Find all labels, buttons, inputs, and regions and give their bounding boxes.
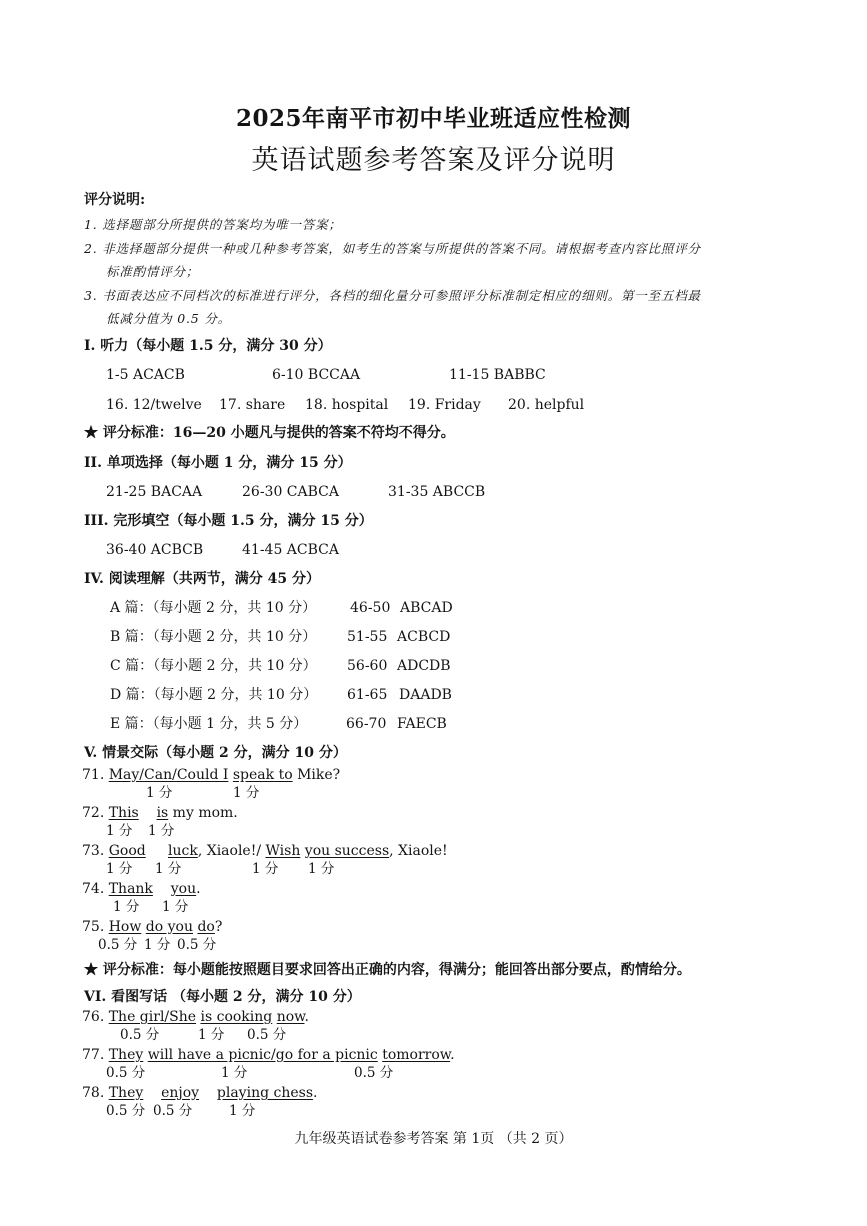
score-label: 1 分 xyxy=(106,823,133,839)
answer-part: They xyxy=(108,1085,144,1101)
section-1-answers-6-10: 6-10 BCCAA xyxy=(272,367,361,383)
score-label: 0.5 分 xyxy=(98,937,138,953)
section-1-answers-11-15: 11-15 BABBC xyxy=(449,367,546,383)
question-75 xyxy=(82,918,222,936)
question-number: 76. xyxy=(82,1009,105,1025)
section-1-answer-16: 16. 12/twelve xyxy=(106,397,202,413)
scoring-note-1: 1. 选择题部分所提供的答案均为唯一答案； xyxy=(84,217,342,232)
score-label: 1 分 xyxy=(106,861,133,877)
section-5-heading: V. 情景交际（每小题 2 分，满分 10 分） xyxy=(84,745,347,761)
question-71 xyxy=(82,766,340,784)
section-2-answers-26-30: 26-30 CABCA xyxy=(242,484,340,500)
answer-part: will have a picnic/go for a picnic xyxy=(147,1047,378,1063)
section-2-heading: II. 单项选择（每小题 1 分，满分 15 分） xyxy=(84,455,352,471)
answer-text: . xyxy=(304,1009,309,1025)
passage-e-label: E 篇：（每小题 1 分，共 5 分） xyxy=(110,716,308,732)
answer-part: do xyxy=(197,919,215,935)
answer-text: , Xiaole! xyxy=(389,843,448,859)
question-77 xyxy=(82,1046,455,1064)
answer-part: This xyxy=(108,805,139,821)
page-subtitle: 英语试题参考答案及评分说明 xyxy=(251,145,616,176)
section-1-answer-18: 18. hospital xyxy=(305,397,389,413)
answer-part: Thank xyxy=(108,881,153,897)
passage-d-range: 61-65 xyxy=(347,687,388,703)
question-72 xyxy=(82,804,238,822)
score-label: 1 分 xyxy=(198,1027,225,1043)
passage-d-answers: DAADB xyxy=(399,687,452,703)
question-76 xyxy=(82,1008,309,1026)
answer-part: speak to xyxy=(232,767,293,783)
score-label: 1 分 xyxy=(229,1103,256,1119)
answer-text: . xyxy=(313,1085,318,1101)
question-number: 73. xyxy=(82,843,105,859)
score-label: 1 分 xyxy=(146,785,173,801)
passage-b-label: B 篇：（每小题 2 分，共 10 分） xyxy=(110,629,317,645)
answer-text: . xyxy=(196,881,201,897)
section-1-answer-19: 19. Friday xyxy=(408,397,481,413)
scoring-note-3-cont: 低减分值为 0.5 分。 xyxy=(106,311,231,326)
section-3-heading: III. 完形填空（每小题 1.5 分，满分 15 分） xyxy=(84,513,373,529)
section-2-answers-21-25: 21-25 BACAA xyxy=(106,484,203,500)
page-footer: 九年级英语试卷参考答案 第 1页 （共 2 页） xyxy=(294,1131,573,1147)
answer-part: you success xyxy=(304,843,390,859)
passage-c-answers: ADCDB xyxy=(397,658,451,674)
answer-part: now xyxy=(276,1009,305,1025)
answer-part: you xyxy=(170,881,197,897)
passage-d-label: D 篇：（每小题 2 分，共 10 分） xyxy=(110,687,318,703)
answer-part: is cooking xyxy=(200,1009,273,1025)
answer-part: Good xyxy=(108,843,146,859)
answer-part: luck xyxy=(168,843,198,859)
scoring-note-3: 3. 书面表达应不同档次的标准进行评分，各档的细化量分可参照评分标准制定相应的细则。第一至五档最 xyxy=(84,288,701,303)
score-label: 0.5 分 xyxy=(354,1065,394,1081)
score-label: 1 分 xyxy=(233,785,260,801)
answer-part: They xyxy=(108,1047,144,1063)
answer-text: Mike? xyxy=(292,767,341,783)
answer-part: Wish xyxy=(265,843,301,859)
scoring-note-2-cont: 标准酌情评分； xyxy=(106,264,200,279)
section-2-answers-31-35: 31-35 ABCCB xyxy=(388,484,486,500)
score-label: 0.5 分 xyxy=(120,1027,160,1043)
question-number: 71. xyxy=(82,767,105,783)
answer-text: . xyxy=(450,1047,455,1063)
answer-part: playing chess xyxy=(216,1085,314,1101)
section-6-heading: VI. 看图写话 （每小题 2 分，满分 10 分） xyxy=(84,989,361,1005)
score-label: 1 分 xyxy=(162,899,189,915)
section-1-answers-1-5: 1-5 ACACB xyxy=(106,367,185,383)
score-label: 0.5 分 xyxy=(177,937,217,953)
answer-text: , Xiaole!/ xyxy=(197,843,266,859)
page-title: 2025年南平市初中毕业班适应性检测 xyxy=(235,105,631,132)
passage-e-range: 66-70 xyxy=(346,716,387,732)
section-3-answers-41-45: 41-45 ACBCA xyxy=(242,542,340,558)
passage-e-answers: FAECB xyxy=(397,716,447,732)
score-label: 0.5 分 xyxy=(106,1065,146,1081)
question-number: 77. xyxy=(82,1047,105,1063)
passage-b-answers: ACBCD xyxy=(397,629,451,645)
passage-a-label: A 篇：（每小题 2 分，共 10 分） xyxy=(110,600,317,616)
scoring-notes-heading: 评分说明: xyxy=(84,192,146,208)
question-78 xyxy=(82,1084,317,1102)
answer-text: my mom. xyxy=(168,805,238,821)
score-label: 0.5 分 xyxy=(106,1103,146,1119)
question-number: 75. xyxy=(82,919,105,935)
answer-part: do you xyxy=(145,919,193,935)
answer-part: enjoy xyxy=(161,1085,200,1101)
question-74 xyxy=(82,880,201,898)
question-number: 78. xyxy=(82,1085,105,1101)
section-3-answers-36-40: 36-40 ACBCB xyxy=(106,542,204,558)
score-label: 0.5 分 xyxy=(153,1103,193,1119)
question-number: 72. xyxy=(82,805,105,821)
answer-text: ? xyxy=(214,919,223,935)
score-label: 0.5 分 xyxy=(247,1027,287,1043)
answer-part: How xyxy=(108,919,142,935)
score-label: 1 分 xyxy=(148,823,175,839)
answer-part: May/Can/Could I xyxy=(108,767,229,783)
answer-part: is xyxy=(156,805,169,821)
score-label: 1 分 xyxy=(308,861,335,877)
passage-c-label: C 篇：（每小题 2 分，共 10 分） xyxy=(110,658,317,674)
score-label: 1 分 xyxy=(113,899,140,915)
score-label: 1 分 xyxy=(252,861,279,877)
section-1-criteria: ★ 评分标准：16—20 小题凡与提供的答案不符均不得分。 xyxy=(84,425,455,441)
section-1-answer-20: 20. helpful xyxy=(508,397,585,413)
score-label: 1 分 xyxy=(221,1065,248,1081)
passage-a-answers: ABCAD xyxy=(400,600,453,616)
section-1-heading: I. 听力（每小题 1.5 分，满分 30 分） xyxy=(84,338,332,354)
section-1-answer-17: 17. share xyxy=(219,397,286,413)
passage-b-range: 51-55 xyxy=(347,629,388,645)
question-73 xyxy=(82,842,448,860)
answer-part: tomorrow xyxy=(382,1047,451,1063)
score-label: 1 分 xyxy=(144,937,171,953)
section-4-heading: IV. 阅读理解（共两节，满分 45 分） xyxy=(84,571,320,587)
passage-a-range: 46-50 xyxy=(350,600,391,616)
section-5-criteria: ★ 评分标准：每小题能按照题目要求回答出正确的内容，得满分；能回答出部分要点，酌情给分。 xyxy=(84,962,691,978)
answer-part: The girl/She xyxy=(108,1009,197,1025)
scoring-note-2: 2. 非选择题部分提供一种或几种参考答案，如考生的答案与所提供的答案不同。请根据考查内容比照评分 xyxy=(84,241,701,256)
passage-c-range: 56-60 xyxy=(347,658,388,674)
score-label: 1 分 xyxy=(155,861,182,877)
question-number: 74. xyxy=(82,881,105,897)
